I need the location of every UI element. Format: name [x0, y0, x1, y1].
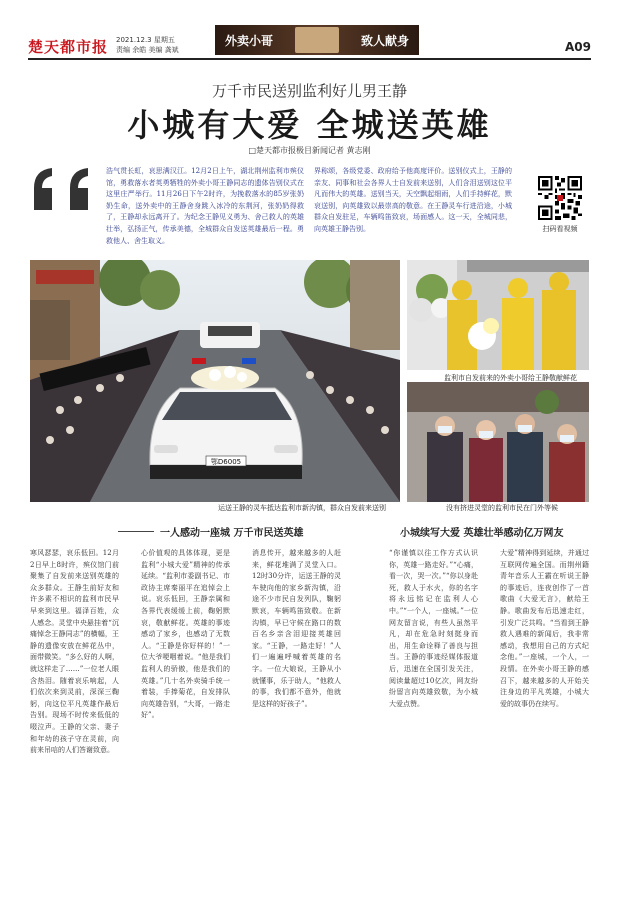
heading-rule [118, 531, 154, 532]
qr-code-icon[interactable] [538, 176, 582, 220]
photo-citizens-waiting [407, 382, 589, 502]
banner-ad-right-text: 致人献身 [360, 33, 409, 48]
banner-ad-portrait [295, 27, 339, 53]
body-column-5: 大爱”精神得到延续，并通过互联网传遍全国。而荆州籍青年音乐人王霸在听说王静的事迹后，连夜创作了一首歌曲《大爱无言》，献给王静。歌曲发布后迅速走红，引发广泛共鸣。“当看到王静救人遇难的新闻后，我非常感动，我想用自己的方式纪念他。”一座城，一个人，一段情。在外卖小哥王静的感召下，越来越多的人开始关注身边的平凡英雄，小城大爱的故事仍在续写。 [500, 549, 589, 708]
article-subtitle: 万千市民送别监利好儿男王静 [211, 82, 407, 100]
page-header [0, 0, 619, 62]
hearse-street-image [30, 260, 400, 502]
issue-date: 2021.12.3 星期五 [116, 36, 175, 44]
banner-ad-left-text: 外卖小哥 [225, 33, 274, 48]
section-heading-left [118, 524, 303, 539]
issue-meta [116, 35, 179, 55]
top-right-photo-caption: 监利市自发前来的外卖小哥给王静敬献鲜花 [444, 374, 577, 382]
body-column-1: 寒风瑟瑟，哀乐低回。12月2日早上8时许，殡仪馆门前聚集了自发前来送别英雄的众多群众。王静生前好友和许多素不相识的监利市民早早来到这里。福泽百姓，众人感念。灵堂中央悬挂着“沉痛悼念王静同志”的横幅，王静的遗像安放在鲜花丛中，面带微笑。“多么好的人啊，就这样走了……”一位老人眼含热泪。随着哀乐响起，人们依次来到灵前，深深三鞠躬，向这位平凡英雄作最后告别。现场不时传来低低的啜泣声。王静的父亲、妻子和年幼的孩子守在灵前，向前来吊唁的人们答谢致意。 [30, 549, 119, 755]
main-photo-caption: 运送王静的灵车抵达监利市新沟镇，群众自发前来送别 [218, 504, 386, 512]
issue-editors: 责编 余皓 美编 龚斌 [116, 46, 179, 54]
bottom-right-photo-caption: 没有挤进灵堂的监利市民在门外等候 [446, 504, 558, 512]
page-number: A09 [565, 40, 591, 54]
qr-code-label: 扫码看视频 [542, 225, 578, 233]
article-byline: □楚天都市报极目新闻记者 黄志刚 [248, 146, 371, 155]
section-heading-right-text: 小城续写大爱 英雄壮举感动亿万网友 [400, 528, 564, 539]
hearse-plate: 鄂D6005 [210, 458, 242, 466]
article-title: 小城有大爱 全城送英雄 [127, 106, 492, 144]
riders-flowers-image [407, 260, 589, 370]
body-column-2: 心价值观的具体体现，更是监利“小城大爱”精神的传承延续。“监利市委副书记、市政协主席秦丽平在追悼会上说。哀乐低回，王静亲属和各界代表缓缓上前，鞠躬默哀，敬献鲜花。英雄的事迹感动了家乡，也感动了无数人。“王静是你好样的！”一位大爷哽咽着说。“他是我们监利人的骄傲，他是我们的英雄。”几十名外卖骑手统一着装，手捧菊花，自发排队向英雄告别，“大哥，一路走好”。 [141, 549, 230, 720]
banner-advertisement [215, 25, 419, 55]
lead-paragraph-right: 界称颂，各级党委、政府给予他高度评价。送别仪式上，王静的亲友、同事和社会各界人士自发前来送别，人们含泪送别这位平凡而伟大的英雄。送别当天，天空飘起细雨，人们手持鲜花，默哀送别，向英雄致以最崇高的敬意。在王静灵车行进沿途，小城群众自发驻足，车辆鸣笛致哀，场面感人。这一天，全城同悲，向英雄王静告别。 [314, 167, 512, 233]
body-column-3: 消息传开，越来越多的人赶来，鲜花堆满了灵堂入口。12时30分许，运送王静的灵车驶向他的家乡新沟镇，沿途不少市民自发列队，鞠躬默哀，车辆鸣笛致敬。在新沟镇，早已守候在路口的数百名乡亲含泪迎接英雄回家。“王静，一路走好！”人们一遍遍呼喊着英雄的名字。一位大娘说，王静从小就懂事，乐于助人，“他救人的事，我们都不意外，他就是这样的好孩子”。 [252, 549, 341, 708]
lead-paragraph-left: 浩气贯长虹，哀思满汉江。12月2日上午，湖北荆州监利市殡仪馆，勇救落水者英勇牺牲的外卖小哥王静同志的遗体告别仪式在这里庄严举行。11月26日下午2时许，为挽救落水的85岁张奶奶生命，送外卖中的王静舍身跳入冰冷的东荆河，张奶奶得救了，王静却永远离开了。为纪念王静见义勇为、舍己救人的英雄壮举，弘扬正气，传承美德，全城群众自发送英雄最后一程。勇救他人、舍生取义。 [106, 167, 304, 245]
body-column-4: “你谨慎以往工作方式认识你，英雄一路走好。”“心痛，看一次，哭一次。”“你以身赴死，救人于水火，你的名字将永远铭记在监利人心中。”“一个人，一座城。”一位网友留言说，有些人虽然平凡，却在危急时刻挺身而出，用生命诠释了善良与担当。王静的事迹经媒体报道后，迅速在全国引发关注，阅读量超过10亿次，网友纷纷留言向英雄致敬，为小城大爱点赞。 [389, 549, 478, 708]
citizens-waiting-image [407, 382, 589, 502]
section-heading-left-text: 一人感动一座城 万千市民送英雄 [160, 528, 304, 539]
photo-delivery-riders-flowers [407, 260, 589, 370]
main-photo-hearse [30, 260, 400, 502]
quote-mark-icon [30, 166, 102, 210]
masthead-logo: 楚天都市报 [28, 38, 109, 56]
header-rule [28, 58, 591, 60]
section-heading-right [400, 524, 563, 539]
